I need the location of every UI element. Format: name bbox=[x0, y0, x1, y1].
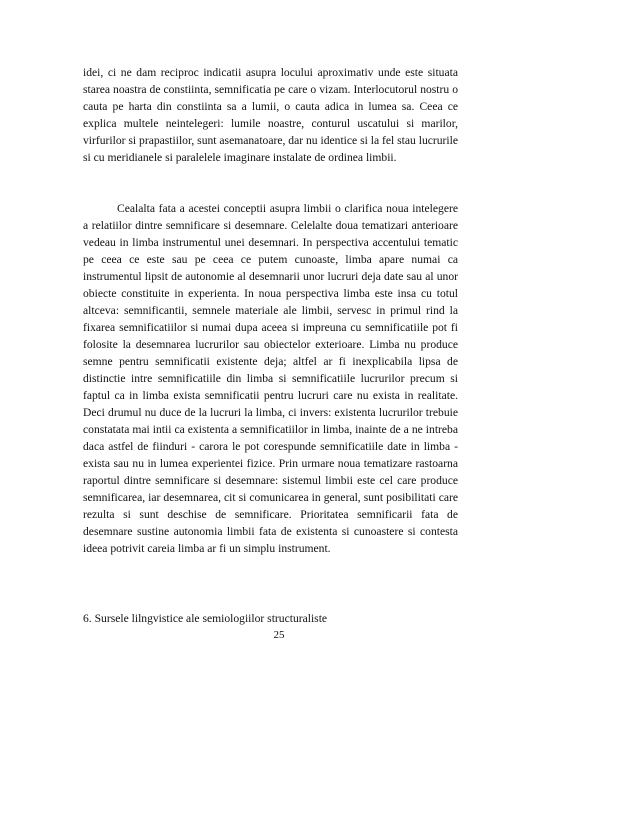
page-number: 25 bbox=[273, 629, 285, 641]
paragraph-signification-designation: Cealalta fata a acestei conceptii asupra limbii o clarifica noua intelegere a relatiilor dintre semnificare si desemnare. Celelalte doua tematizari anterioare vedeau in limba instrumentul unei desemnari. In perspectiva accentului tematic pe ceea ce este sau pe ceea ce putem cunoaste, limba apare numai ca instrumentul lipsit de autonomie al desemnarii unor lucruri deja date sau al unor obiecte constituite in experienta. In noua perspectiva limba este insa cu totul altceva: semnificantii, semnele materiale ale limbii, servesc in primul rind la fixarea semnificatiilor si numai dupa aceea si impreuna cu semnificatiile pot fi folosite la desemnarea lucrurilor sau obiectelor exterioare. Limba nu produce semne pentru semnificatii existente deja; altfel ar fi inexplicabila lipsa de distinctie intre semnificatiile din limba si semnificatiile lucrurilor precum si faptul ca in limba exista semnificatii pentru lucruri care nu exista in realitate. Deci drumul nu duce de la lucruri la limba, ci invers: existenta lucrurilor trebuie constatata mai intii ca existenta a semnificatiilor in limba, inainte de a ne intreba daca astfel de fiinduri - carora le pot corespunde semnificatiile date in limba - exista sau nu in lumea experientei fizice. Prin urmare noua tematizare rastoarna raportul dintre semnificare si desemnare: sistemul limbii este cel care produce semnificarea, iar desemnarea, cit si comunicarea in general, sunt posibilitati care rezulta si sunt deschise de semnificare. Prioritatea semnificarii fata de desemnare sustine autonomia limbii fata de existenta si cunoastere si contesta ideea potrivit careia limba ar fi un simplu instrument. bbox=[83, 202, 458, 555]
section-heading: 6. Sursele lilngvistice ale semiologiilor structuraliste bbox=[83, 612, 328, 625]
paragraph-continuation: idei, ci ne dam reciproc indicatii asupra locului aproximativ unde este situata starea noastra de constiinta, semnificatia pe care o vizam. Interlocutorul nostru o cauta pe harta din constiinta sa a lumii, o cauta adica in lumea sa. Ceea ce explica multele neintelegeri: lumile noastre, conturul uscatului si marilor, virfurilor si prapastiilor, sunt asemanatoare, dar nu identice si la fel stau lucrurile si cu meridianele si paralelele imaginare instalate de ordinea limbii. bbox=[83, 66, 458, 164]
